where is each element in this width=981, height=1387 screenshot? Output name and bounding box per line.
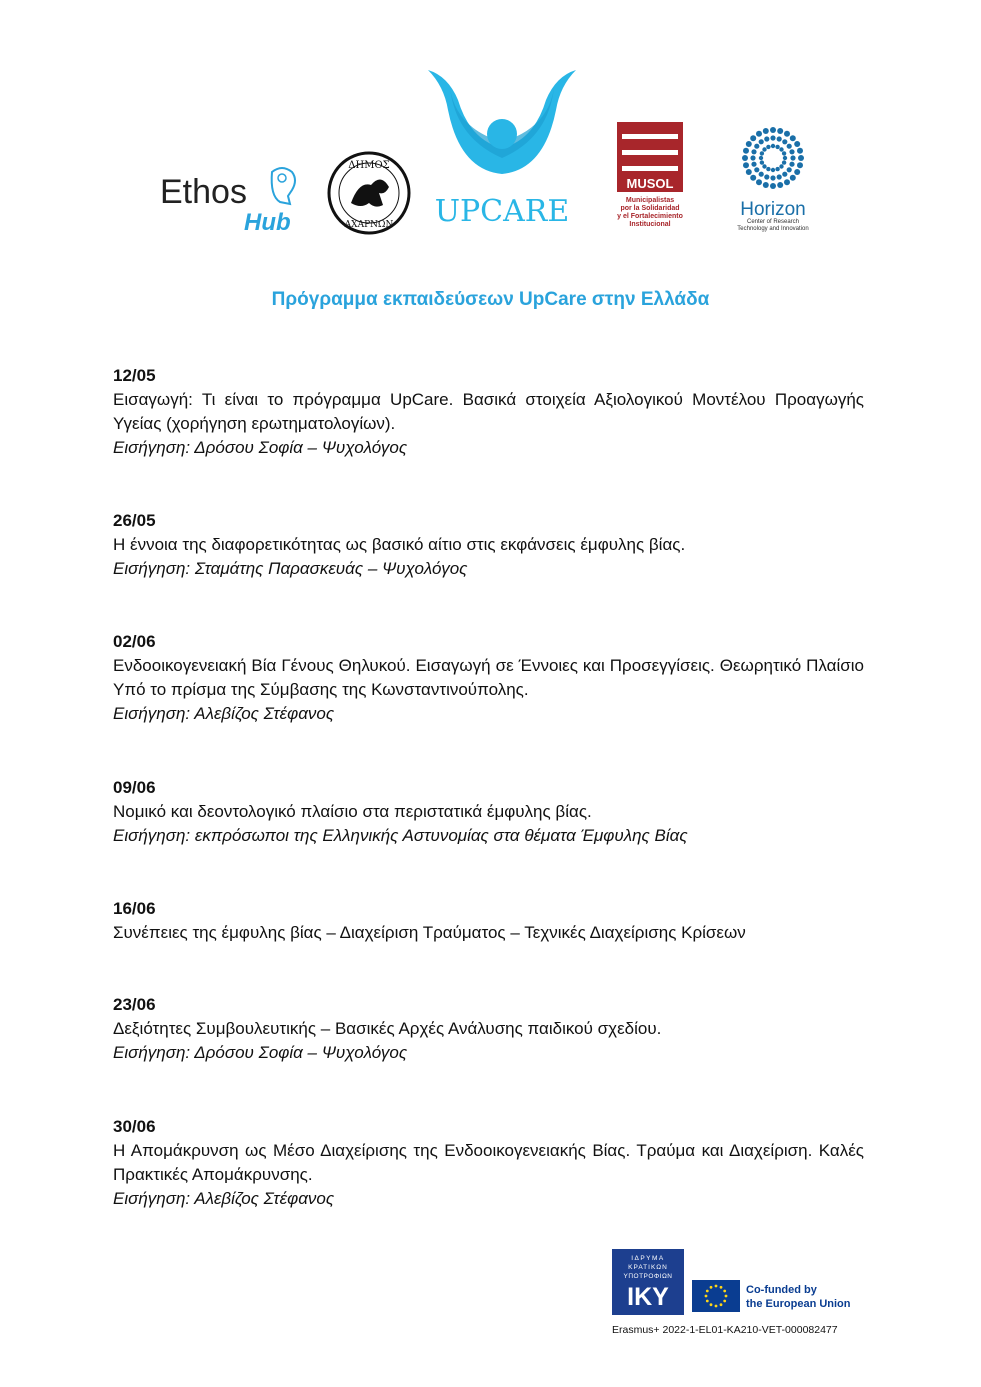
session-speaker: Εισήγηση: Αλεβίζος Στέφανος [113,704,335,723]
musol-line4: Institucional [629,221,671,228]
horizon-line1: Center of Research [746,219,800,225]
session-description: Νομικό και δεοντολογικό πλαίσιο στα περιστατικά έμφυλης βίας. [113,802,592,821]
session-item [113,993,864,1065]
session-item [113,630,864,726]
dimos-acharnon-seal [325,151,413,235]
musol-line3: y el Fortalecimiento [617,213,683,220]
header-logos [0,0,981,250]
session-date: 12/05 [113,366,156,385]
dimos-seal-bottom: ΑΧΑΡΝΩΝ [344,220,394,230]
page-title: Πρόγραμμα εκπαιδεύσεων UpCare στην Ελλάδα [271,289,710,310]
session-date: 09/06 [113,778,156,797]
musol-logo [612,120,688,232]
ethos-logo-sub: Hub [244,209,291,235]
horizon-logo-word: Horizon [740,199,806,220]
horizon-logo [728,122,818,234]
session-date: 26/05 [113,511,156,530]
eu-line2: the European Union [746,1298,851,1310]
iky-line3: ΥΠΟΤΡΟΦΙΩΝ [623,1273,673,1280]
session-speaker: Εισήγηση: Δρόσου Σοφία – Ψυχολόγος [113,438,408,457]
erasmus-code: Erasmus+ 2022-1-EL01-KA210-VET-000082477 [612,1324,838,1336]
iky-word: IKY [627,1283,669,1311]
upcare-logo [422,66,582,231]
session-item [113,1115,864,1211]
session-speaker: Εισήγηση: Αλεβίζος Στέφανος [113,1189,335,1208]
session-speaker: Εισήγηση: Σταμάτης Παρασκευάς – Ψυχολόγος [113,559,468,578]
session-date: 02/06 [113,632,156,651]
session-description: Δεξιότητες Συμβουλευτικής – Βασικές Αρχές Ανάλυσης παιδικού σχεδίου. [113,1019,662,1038]
session-item [113,509,864,581]
session-description: Εισαγωγή: Τι είναι το πρόγραμμα UpCare. Βασικά στοιχεία Αξιολογικού Μοντέλου Προαγωγής Υγείας (χορήγηση ερωτηματολογίων). [113,390,864,433]
upcare-logo-word: UPCARE [434,194,570,229]
musol-line1: Municipalistas [625,197,675,204]
ethos-logo-word: Ethos [160,173,247,211]
session-date: 16/06 [113,899,156,918]
session-description: Ενδοοικογενειακή Βία Γένους Θηλυκού. Εισαγωγή σε Έννοιες και Προσεγγίσεις. Θεωρητικό Πλαίσιο Υπό το πρίσμα της Σύμβασης της Κωνσταντινούπολης. [113,656,864,699]
dimos-seal-top: ΔΗΜΟΣ [348,160,390,171]
iky-line2: ΚΡΑΤΙΚΩΝ [628,1264,668,1271]
musol-line2: por la Solidaridad [620,205,680,212]
ethos-hub-logo [160,160,300,235]
session-item [113,897,864,945]
session-speaker: Εισήγηση: εκπρόσωποι της Ελληνικής Αστυνομίας στα θέματα Έμφυλης Βίας [113,826,688,845]
session-item [113,364,864,460]
session-description: Συνέπειες της έμφυλης βίας – Διαχείριση Τραύματος – Τεχνικές Διαχείρισης Κρίσεων [113,923,746,942]
session-speaker: Εισήγηση: Δρόσου Σοφία – Ψυχολόγος [113,1043,408,1062]
iky-line1: ΙΔΡΥΜΑ [631,1255,665,1262]
session-item [113,776,864,848]
session-description: Η έννοια της διαφορετικότητας ως βασικό αίτιο στις εκφάνσεις έμφυλης βίας. [113,535,686,554]
session-date: 23/06 [113,995,156,1014]
musol-logo-word: MUSOL [626,176,674,191]
eu-line1: Co-funded by [746,1284,817,1296]
session-date: 30/06 [113,1117,156,1136]
session-description: Η Απομάκρυνση ως Μέσο Διαχείρισης της Ενδοοικογενειακής Βίας. Τραύμα και Διαχείριση. Καλές Πρακτικές Απομάκρυνσης. [113,1141,864,1184]
horizon-line2: Technology and Innovation [737,226,809,232]
